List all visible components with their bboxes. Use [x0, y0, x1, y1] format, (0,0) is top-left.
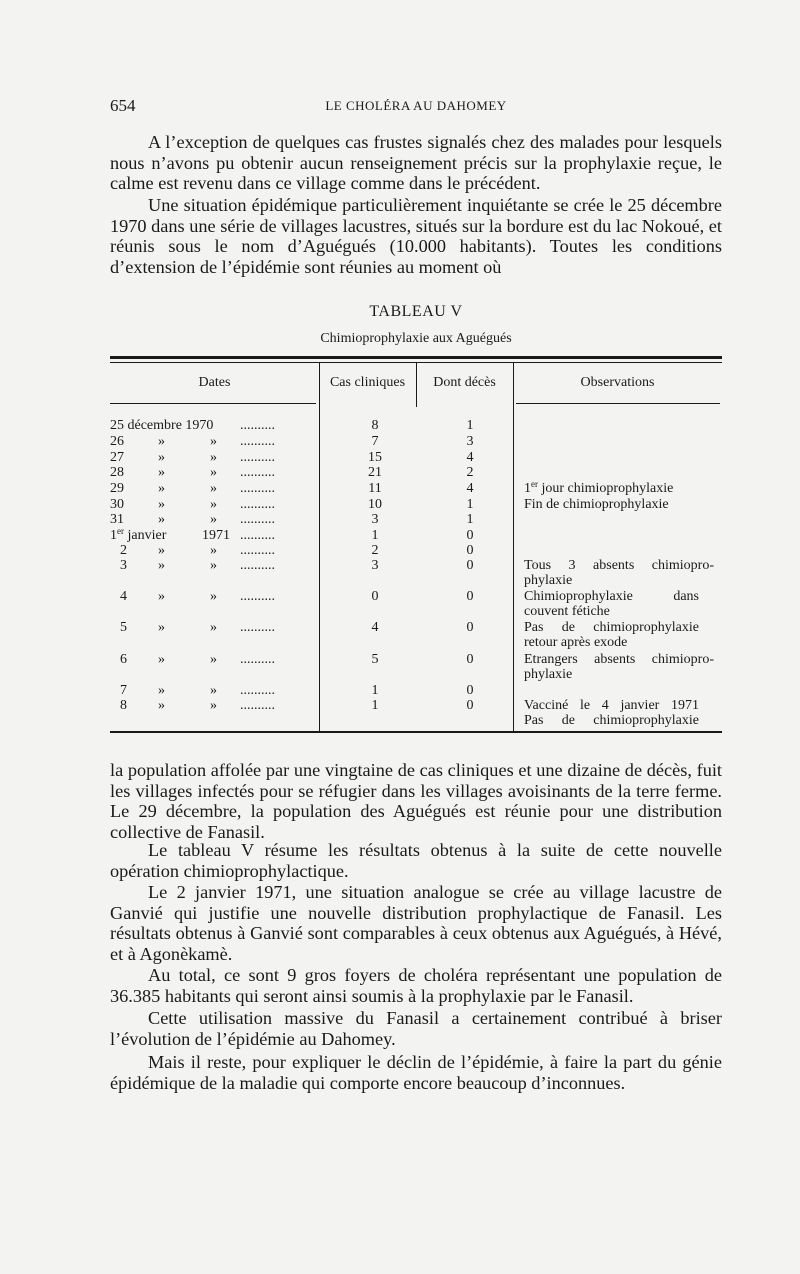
observation-cell: Fin de chimioprophylaxie [524, 497, 669, 512]
paragraph: la population affolée par une vingtaine de cas cliniques et une dizaine de décès, fuit les villages infectés pour se réfugier dans les villages avoisinants de la terre ferme. Le 29 décembre, la population des Aguégués est réunie pour une distribution collective de Fanasil. [110, 760, 722, 842]
dot-leader: .......... [240, 481, 275, 496]
deces-cell: 4 [466, 450, 474, 465]
cas-cell: 3 [371, 512, 379, 527]
deces-cell: 4 [466, 481, 474, 496]
deces-cell: 0 [466, 589, 474, 604]
cas-cell: 1 [371, 698, 379, 713]
deces-cell: 0 [466, 698, 474, 713]
cas-cell: 11 [368, 481, 382, 496]
running-title: LE CHOLÉRA AU DAHOMEY [325, 98, 507, 113]
dot-leader: .......... [240, 698, 275, 713]
dot-leader: .......... [240, 512, 275, 527]
cas-cell: 10 [368, 497, 382, 512]
column-header-observations: Observations [580, 375, 655, 390]
dot-leader: .......... [240, 558, 275, 573]
cas-cell: 8 [371, 418, 379, 433]
deces-cell: 0 [466, 558, 474, 573]
observation-cell: Pas de chimioprophylaxie retour après exode [524, 620, 699, 650]
date-cell: 1er janvier 1971 [110, 526, 230, 543]
dot-leader: .......... [240, 434, 275, 449]
dot-leader: .......... [240, 543, 275, 558]
header-underline [110, 403, 316, 404]
dot-leader: .......... [240, 652, 275, 667]
paragraph: Mais il reste, pour expliquer le déclin de l’épidémie, à faire la part du génie épidémique de la maladie qui comporte encore beaucoup d’inconnues. [110, 1052, 722, 1093]
deces-cell: 2 [466, 465, 474, 480]
column-divider [319, 362, 320, 731]
cas-cell: 0 [371, 589, 379, 604]
cas-cell: 4 [371, 620, 379, 635]
dot-leader: .......... [240, 497, 275, 512]
column-header-cas: Cas cliniques [329, 375, 406, 390]
date-cell: 27 » » [110, 450, 217, 465]
deces-cell: 1 [466, 418, 474, 433]
observation-cell: Tous 3 absents chimiopro- phylaxie [524, 558, 714, 588]
column-divider [513, 362, 514, 731]
header-underline [516, 403, 720, 404]
dot-leader: .......... [240, 465, 275, 480]
observation-cell: 1er jour chimioprophylaxie [524, 479, 674, 496]
table-title: TABLEAU V [369, 303, 463, 320]
deces-cell: 0 [466, 528, 474, 543]
table-top-rule [110, 356, 722, 359]
cas-cell: 15 [368, 450, 382, 465]
cas-cell: 1 [371, 683, 379, 698]
deces-cell: 0 [466, 543, 474, 558]
date-cell: 28 » » [110, 465, 217, 480]
dot-leader: .......... [240, 589, 275, 604]
page-header [110, 96, 722, 116]
date-cell: 30 » » [110, 497, 217, 512]
deces-cell: 0 [466, 620, 474, 635]
dot-leader: .......... [240, 528, 275, 543]
observation-cell: Vacciné le 4 janvier 1971 Pas de chimioprophylaxie [524, 698, 699, 728]
cas-cell: 21 [368, 465, 382, 480]
cas-cell: 7 [371, 434, 379, 449]
observation-cell: Etrangers absents chimiopro- phylaxie [524, 652, 714, 682]
date-cell: 31 » » [110, 512, 217, 527]
page-number: 654 [110, 96, 136, 115]
paragraph: A l’exception de quelques cas frustes signalés chez des malades pour lesquels nous n’avons pu obtenir aucun renseignement précis sur la prophylaxie reçue, le calme est revenu dans ce village comme dans le précédent. [110, 132, 722, 194]
date-cell: 26 » » [110, 434, 217, 449]
deces-cell: 1 [466, 497, 474, 512]
paragraph: Au total, ce sont 9 gros foyers de choléra représentant une population de 36.385 habitants qui seront ainsi soumis à la prophylaxie par le Fanasil. [110, 965, 722, 1006]
observation-cell: Chimioprophylaxie dans couvent fétiche [524, 589, 699, 619]
paragraph: Une situation épidémique particulièrement inquiétante se crée le 25 décembre 1970 dans une série de villages lacustres, situés sur la bordure est du lac Nokoué, et réunis sous le nom d’Aguégués (10.000 habitants). Toutes les conditions d’extension de l’épidémie sont réunies au moment où [110, 195, 722, 277]
date-cell: 25 décembre 1970 [110, 418, 214, 433]
table-bottom-rule [110, 731, 722, 733]
deces-cell: 3 [466, 434, 474, 449]
paragraph: Le tableau V résume les résultats obtenus à la suite de cette nouvelle opération chimioprophylactique. [110, 840, 722, 881]
cas-cell: 3 [371, 558, 379, 573]
deces-cell: 1 [466, 512, 474, 527]
deces-cell: 0 [466, 652, 474, 667]
date-cell: 29 » » [110, 481, 217, 496]
cas-cell: 2 [371, 543, 379, 558]
column-header-dates: Dates [198, 375, 231, 390]
column-header-deces: Dont décès [433, 375, 496, 390]
cas-cell: 5 [371, 652, 379, 667]
paragraph: Le 2 janvier 1971, une situation analogue se crée au village lacustre de Ganvié qui justifie une nouvelle distribution prophylactique de Fanasil. Les résultats obtenus à Ganvié sont comparables à ceux obtenus aux Aguégués, à Hévé, et à Agonèkamè. [110, 882, 722, 964]
dot-leader: .......... [240, 418, 275, 433]
table-subtitle: Chimioprophylaxie aux Aguégués [320, 331, 512, 346]
dot-leader: .......... [240, 620, 275, 635]
deces-cell: 0 [466, 683, 474, 698]
cas-cell: 1 [371, 528, 379, 543]
paragraph: Cette utilisation massive du Fanasil a certainement contribué à briser l’évolution de l’épidémie au Dahomey. [110, 1008, 722, 1049]
dot-leader: .......... [240, 683, 275, 698]
dot-leader: .......... [240, 450, 275, 465]
